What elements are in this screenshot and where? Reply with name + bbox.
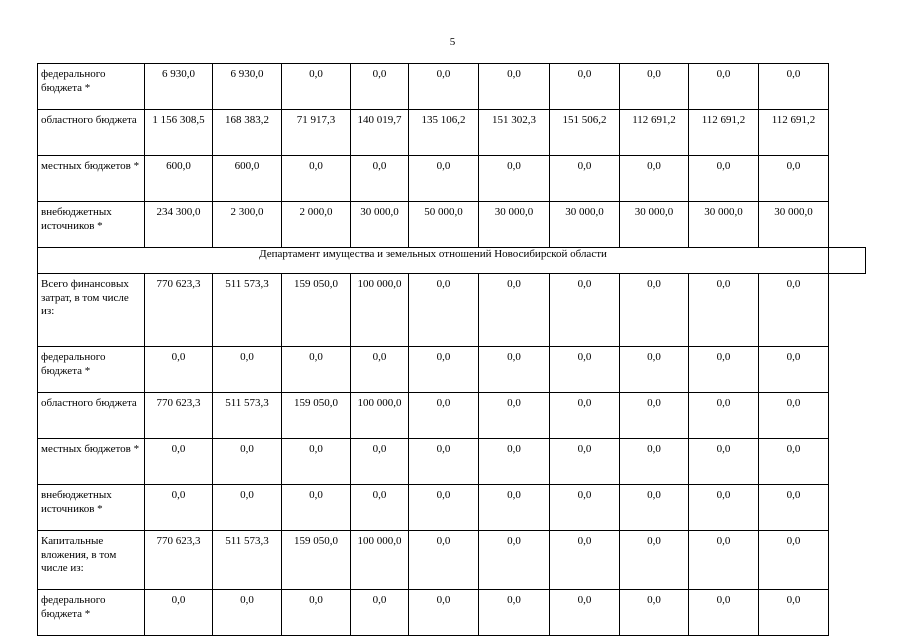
value-cell: 0,0 (282, 64, 351, 110)
trailing-cell (829, 485, 866, 531)
table-body-department (38, 248, 866, 274)
value-cell: 0,0 (550, 590, 620, 636)
value-cell: 0,0 (689, 274, 759, 347)
trailing-cell (829, 347, 866, 393)
value-cell: 0,0 (409, 485, 479, 531)
value-cell: 0,0 (409, 439, 479, 485)
value-cell: 0,0 (620, 393, 689, 439)
value-cell: 0,0 (282, 156, 351, 202)
value-cell: 159 050,0 (282, 274, 351, 347)
value-cell: 0,0 (759, 156, 829, 202)
value-cell: 0,0 (351, 439, 409, 485)
value-cell: 30 000,0 (351, 202, 409, 248)
value-cell: 0,0 (409, 156, 479, 202)
row-label: местных бюджетов * (38, 439, 145, 485)
trailing-cell (829, 590, 866, 636)
value-cell: 0,0 (689, 485, 759, 531)
page-number: 5 (449, 36, 456, 48)
table-row (38, 485, 866, 531)
value-cell: 0,0 (689, 531, 759, 590)
table-body-top (38, 64, 866, 248)
value-cell: 0,0 (409, 347, 479, 393)
budget-table (37, 63, 866, 636)
value-cell: 0,0 (479, 274, 550, 347)
department-trailing-cell (829, 248, 866, 274)
value-cell: 770 623,3 (145, 531, 213, 590)
value-cell: 511 573,3 (213, 393, 282, 439)
value-cell: 0,0 (409, 590, 479, 636)
value-cell: 30 000,0 (689, 202, 759, 248)
value-cell: 0,0 (145, 485, 213, 531)
value-cell: 140 019,7 (351, 110, 409, 156)
value-cell: 0,0 (409, 64, 479, 110)
value-cell: 0,0 (620, 590, 689, 636)
value-cell: 1 156 308,5 (145, 110, 213, 156)
table-row (38, 156, 866, 202)
table-row (38, 590, 866, 636)
value-cell: 511 573,3 (213, 274, 282, 347)
value-cell: 30 000,0 (759, 202, 829, 248)
value-cell: 0,0 (479, 347, 550, 393)
value-cell: 0,0 (479, 485, 550, 531)
value-cell: 0,0 (759, 531, 829, 590)
value-cell: 0,0 (550, 274, 620, 347)
value-cell: 0,0 (479, 393, 550, 439)
trailing-cell (829, 202, 866, 248)
row-label: внебюджетных источников * (38, 485, 145, 531)
value-cell: 2 300,0 (213, 202, 282, 248)
value-cell: 151 302,3 (479, 110, 550, 156)
value-cell: 0,0 (479, 590, 550, 636)
value-cell: 0,0 (620, 439, 689, 485)
value-cell: 100 000,0 (351, 393, 409, 439)
value-cell: 0,0 (550, 531, 620, 590)
value-cell: 0,0 (351, 64, 409, 110)
value-cell: 0,0 (759, 347, 829, 393)
row-label: внебюджетных источников * (38, 202, 145, 248)
value-cell: 0,0 (550, 393, 620, 439)
trailing-cell (829, 531, 866, 590)
trailing-cell (829, 156, 866, 202)
value-cell: 234 300,0 (145, 202, 213, 248)
value-cell: 6 930,0 (213, 64, 282, 110)
value-cell: 30 000,0 (479, 202, 550, 248)
value-cell: 0,0 (689, 393, 759, 439)
value-cell: 0,0 (689, 347, 759, 393)
value-cell: 0,0 (282, 485, 351, 531)
value-cell: 0,0 (759, 485, 829, 531)
value-cell: 0,0 (213, 590, 282, 636)
value-cell: 0,0 (550, 156, 620, 202)
value-cell: 159 050,0 (282, 393, 351, 439)
value-cell: 112 691,2 (620, 110, 689, 156)
value-cell: 0,0 (689, 64, 759, 110)
value-cell: 0,0 (351, 485, 409, 531)
value-cell: 0,0 (620, 156, 689, 202)
value-cell: 0,0 (759, 64, 829, 110)
value-cell: 71 917,3 (282, 110, 351, 156)
value-cell: 0,0 (759, 393, 829, 439)
row-label: местных бюджетов * (38, 156, 145, 202)
value-cell: 0,0 (145, 439, 213, 485)
table-row (38, 393, 866, 439)
row-label: областного бюджета (38, 393, 145, 439)
value-cell: 0,0 (282, 347, 351, 393)
value-cell: 112 691,2 (689, 110, 759, 156)
value-cell: 0,0 (620, 347, 689, 393)
value-cell: 0,0 (689, 439, 759, 485)
value-cell: 0,0 (409, 274, 479, 347)
table-body-bottom (38, 274, 866, 636)
value-cell: 0,0 (759, 590, 829, 636)
value-cell: 0,0 (479, 156, 550, 202)
value-cell: 0,0 (550, 347, 620, 393)
row-label: федерального бюджета * (38, 347, 145, 393)
value-cell: 600,0 (213, 156, 282, 202)
value-cell: 0,0 (213, 347, 282, 393)
value-cell: 0,0 (282, 439, 351, 485)
value-cell: 0,0 (213, 439, 282, 485)
value-cell: 50 000,0 (409, 202, 479, 248)
value-cell: 0,0 (620, 274, 689, 347)
value-cell: 0,0 (351, 156, 409, 202)
value-cell: 511 573,3 (213, 531, 282, 590)
table-row (38, 531, 866, 590)
row-label: федерального бюджета * (38, 590, 145, 636)
value-cell: 0,0 (409, 393, 479, 439)
value-cell: 2 000,0 (282, 202, 351, 248)
row-label: Капитальные вложения, в том числе из: (38, 531, 145, 590)
table-row (38, 347, 866, 393)
table-row (38, 202, 866, 248)
table-row (38, 110, 866, 156)
trailing-cell (829, 274, 866, 347)
value-cell: 100 000,0 (351, 274, 409, 347)
value-cell: 0,0 (479, 439, 550, 485)
value-cell: 6 930,0 (145, 64, 213, 110)
value-cell: 30 000,0 (620, 202, 689, 248)
value-cell: 135 106,2 (409, 110, 479, 156)
value-cell: 0,0 (620, 531, 689, 590)
value-cell: 0,0 (351, 347, 409, 393)
row-label: федерального бюджета * (38, 64, 145, 110)
trailing-cell (829, 110, 866, 156)
value-cell: 0,0 (620, 485, 689, 531)
value-cell: 770 623,3 (145, 393, 213, 439)
value-cell: 0,0 (759, 439, 829, 485)
value-cell: 0,0 (409, 531, 479, 590)
value-cell: 30 000,0 (550, 202, 620, 248)
row-label: Всего финансовых затрат, в том числе из: (38, 274, 145, 347)
value-cell: 0,0 (689, 156, 759, 202)
department-heading: Департамент имущества и земельных отношений Новосибирской области (38, 248, 829, 274)
value-cell: 0,0 (479, 64, 550, 110)
value-cell: 0,0 (145, 347, 213, 393)
table-row (38, 439, 866, 485)
value-cell: 151 506,2 (550, 110, 620, 156)
value-cell: 0,0 (550, 439, 620, 485)
value-cell: 0,0 (282, 590, 351, 636)
department-row (38, 248, 866, 274)
value-cell: 0,0 (213, 485, 282, 531)
value-cell: 168 383,2 (213, 110, 282, 156)
value-cell: 770 623,3 (145, 274, 213, 347)
trailing-cell (829, 64, 866, 110)
value-cell: 159 050,0 (282, 531, 351, 590)
table-row (38, 274, 866, 347)
value-cell: 0,0 (550, 485, 620, 531)
trailing-cell (829, 393, 866, 439)
value-cell: 0,0 (351, 590, 409, 636)
value-cell: 0,0 (689, 590, 759, 636)
table-row (38, 64, 866, 110)
value-cell: 0,0 (550, 64, 620, 110)
value-cell: 0,0 (145, 590, 213, 636)
value-cell: 0,0 (620, 64, 689, 110)
value-cell: 0,0 (759, 274, 829, 347)
value-cell: 600,0 (145, 156, 213, 202)
row-label: областного бюджета (38, 110, 145, 156)
value-cell: 112 691,2 (759, 110, 829, 156)
value-cell: 100 000,0 (351, 531, 409, 590)
trailing-cell (829, 439, 866, 485)
value-cell: 0,0 (479, 531, 550, 590)
